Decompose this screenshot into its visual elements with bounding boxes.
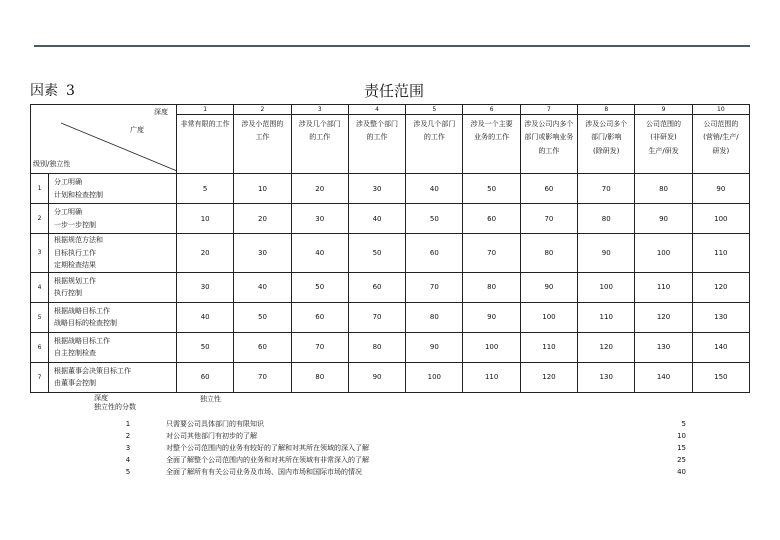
score-cell: 120 (520, 362, 577, 392)
score-cell: 60 (406, 234, 463, 273)
row-label-line: 根据战略目标工作 (54, 336, 110, 345)
score-cell: 50 (463, 174, 520, 204)
row-label-line: 由董事会控制 (54, 379, 96, 388)
score-cell: 120 (635, 302, 692, 332)
score-cell: 50 (234, 302, 291, 332)
column-header-line: 的工作 (538, 146, 560, 155)
column-header-line: 涉及整个部门 (356, 120, 399, 128)
row-label-cell (49, 332, 177, 362)
legend-index: 2 (125, 432, 131, 440)
column-header-line: 公司范围的 (703, 120, 739, 128)
score-cell: 110 (635, 272, 692, 302)
column-header-line: 涉及小范围的 (241, 120, 284, 128)
legend-row (90, 430, 690, 442)
table-row (31, 302, 750, 332)
score-cell: 30 (348, 174, 405, 204)
score-cell: 50 (406, 204, 463, 234)
score-cell: 40 (291, 234, 348, 273)
legend-text: 对公司其他部门有初步的了解 (166, 432, 257, 440)
score-cell: 100 (463, 332, 520, 362)
row-index-cell: 4 (31, 272, 49, 302)
corner-level-label: 级别/独立性 (33, 160, 71, 168)
column-number-cell: 6 (463, 105, 520, 115)
column-header-line: 的工作 (309, 133, 331, 142)
column-number-cell: 10 (692, 105, 749, 115)
score-cell: 100 (635, 234, 692, 273)
table-row (31, 272, 750, 302)
legend-depth-heading (94, 394, 136, 412)
score-cell: 80 (291, 362, 348, 392)
column-number-cell: 5 (406, 105, 463, 115)
column-header-cell (291, 115, 348, 174)
legend-text: 全面了解所有有关公司业务及市场、国内市场和国际市场的情况 (166, 468, 362, 476)
score-cell: 70 (463, 234, 520, 273)
column-header-line: 涉及一个主要 (470, 120, 513, 128)
row-label-line: 目标执行工作 (54, 248, 96, 257)
corner-header-cell (31, 105, 177, 174)
score-cell: 130 (635, 332, 692, 362)
score-cell: 140 (692, 332, 749, 362)
row-label-line: 战略目标的检查控制 (54, 319, 117, 328)
column-header-line: 工作 (255, 133, 270, 142)
factor-title (30, 80, 75, 100)
score-cell: 130 (578, 362, 635, 392)
score-cell: 110 (520, 332, 577, 362)
legend-index: 3 (125, 444, 131, 452)
score-cell: 10 (177, 204, 234, 234)
score-cell: 110 (692, 234, 749, 273)
column-header-line: 涉及公司内多个 (524, 120, 574, 128)
score-cell: 60 (291, 302, 348, 332)
legend-row (90, 418, 690, 430)
score-cell: 30 (177, 272, 234, 302)
score-cell: 80 (578, 204, 635, 234)
column-number-cell: 2 (234, 105, 291, 115)
legend-score: 10 (677, 432, 686, 440)
column-number-row (31, 105, 750, 115)
column-header-cell (406, 115, 463, 174)
score-cell: 10 (234, 174, 291, 204)
row-label-line: 分工明确 (54, 177, 82, 186)
legend-score: 40 (677, 468, 686, 476)
score-cell: 90 (635, 204, 692, 234)
score-cell: 130 (692, 302, 749, 332)
legend-row (90, 466, 690, 478)
column-header-line: 的工作 (366, 133, 388, 142)
column-header-cell (520, 115, 577, 174)
legend-score: 25 (677, 456, 686, 464)
score-cell: 40 (234, 272, 291, 302)
corner-breadth-label: 广度 (130, 126, 144, 134)
legend-text: 对整个公司范围内的业务有较好的了解和对其所在领域的深入了解 (166, 444, 369, 452)
column-header-cell (692, 115, 749, 174)
score-cell: 60 (520, 174, 577, 204)
column-number-cell: 3 (291, 105, 348, 115)
score-cell: 60 (463, 204, 520, 234)
column-header-line: (营销/生产/ (703, 133, 739, 142)
legend-row (90, 442, 690, 454)
row-label-cell (49, 272, 177, 302)
row-label-line: 执行控制 (54, 289, 82, 298)
legend-text: 只需要公司具体部门的有限知识 (166, 420, 264, 428)
row-label-line: 定期检查结果 (54, 261, 96, 270)
column-header-cell (177, 115, 234, 174)
score-cell: 5 (177, 174, 234, 204)
column-number-cell: 8 (578, 105, 635, 115)
score-cell: 90 (520, 272, 577, 302)
column-header-line: 非常有限的工作 (180, 120, 230, 128)
column-header-cell (635, 115, 692, 174)
score-cell: 20 (291, 174, 348, 204)
score-cell: 90 (406, 332, 463, 362)
column-header-cell (578, 115, 635, 174)
column-header-cell (463, 115, 520, 174)
score-cell: 80 (520, 234, 577, 273)
factor-label: 因素 (30, 83, 58, 99)
row-index-cell: 2 (31, 204, 49, 234)
score-cell: 100 (520, 302, 577, 332)
row-label-line: 计划和检查控制 (54, 190, 103, 199)
score-cell: 50 (348, 234, 405, 273)
legend-independence-heading: 独立性 (200, 395, 221, 403)
row-index-cell: 6 (31, 332, 49, 362)
column-header-line: 生产/研发 (648, 146, 679, 155)
column-number-cell: 1 (177, 105, 234, 115)
column-header-line: 涉及几个部门 (298, 120, 341, 128)
score-cell: 110 (578, 302, 635, 332)
page-title: 责任范围 (364, 82, 425, 100)
score-cell: 120 (578, 332, 635, 362)
legend-score-label: 独立性的分数 (94, 403, 136, 412)
score-cell: 90 (348, 362, 405, 392)
table-row (31, 362, 750, 392)
score-cell: 40 (406, 174, 463, 204)
column-header-line: 部门或影响业务 (524, 133, 574, 142)
column-header-line: 的工作 (423, 133, 445, 142)
column-header-cell (348, 115, 405, 174)
row-label-cell (49, 234, 177, 273)
column-header-line: 业务的工作 (474, 133, 510, 142)
column-number-cell: 4 (348, 105, 405, 115)
legend-index: 5 (125, 468, 131, 476)
score-cell: 70 (578, 174, 635, 204)
factor-number: 3 (66, 83, 75, 99)
legend-score: 5 (681, 420, 686, 428)
row-index-cell: 7 (31, 362, 49, 392)
row-label-line: 根据规范方法和 (54, 236, 103, 244)
legend-depth-label: 深度 (94, 394, 108, 402)
score-cell: 150 (692, 362, 749, 392)
legend-index: 1 (125, 420, 131, 428)
row-label-cell (49, 362, 177, 392)
score-cell: 120 (692, 272, 749, 302)
column-header-line: 涉及公司多个 (585, 120, 628, 128)
score-cell: 40 (177, 302, 234, 332)
score-cell: 100 (692, 204, 749, 234)
row-index-cell: 1 (31, 174, 49, 204)
column-header-line: 公司范围的 (646, 120, 682, 128)
score-cell: 70 (348, 302, 405, 332)
table-row (31, 204, 750, 234)
score-cell: 70 (520, 204, 577, 234)
legend-score: 15 (677, 444, 686, 452)
score-cell: 80 (635, 174, 692, 204)
score-cell: 30 (234, 234, 291, 273)
score-cell: 140 (635, 362, 692, 392)
row-label-line: 自主控制检查 (54, 349, 96, 358)
row-label-line: 根据董事会决策目标工作 (54, 366, 131, 375)
row-index-cell: 5 (31, 302, 49, 332)
row-label-line: 根据战略目标工作 (54, 306, 110, 315)
score-cell: 50 (177, 332, 234, 362)
corner-depth-label: 深度 (154, 108, 168, 116)
score-cell: 60 (348, 272, 405, 302)
row-label-cell (49, 302, 177, 332)
column-number-cell: 9 (635, 105, 692, 115)
table-row (31, 174, 750, 204)
score-cell: 90 (692, 174, 749, 204)
score-cell: 70 (234, 362, 291, 392)
row-label-cell (49, 204, 177, 234)
score-cell: 110 (463, 362, 520, 392)
legend-index: 4 (125, 456, 131, 464)
table-row (31, 332, 750, 362)
column-header-line: 研发) (712, 146, 730, 155)
score-cell: 90 (578, 234, 635, 273)
score-cell: 60 (177, 362, 234, 392)
row-label-line: 一步一步控制 (54, 220, 96, 229)
score-cell: 70 (291, 332, 348, 362)
top-divider-line (34, 45, 750, 47)
score-cell: 40 (348, 204, 405, 234)
score-cell: 50 (291, 272, 348, 302)
table-row (31, 234, 750, 273)
score-cell: 90 (463, 302, 520, 332)
legend-table (90, 418, 690, 478)
responsibility-matrix-table (30, 104, 750, 393)
score-cell: 70 (406, 272, 463, 302)
score-cell: 80 (463, 272, 520, 302)
score-cell: 80 (406, 302, 463, 332)
legend-text: 全面了解整个公司范围内的业务和对其所在领域有非常深入的了解 (166, 456, 369, 464)
row-label-line: 分工明确 (54, 207, 82, 216)
score-cell: 30 (291, 204, 348, 234)
column-header-line: (非研发) (650, 133, 677, 142)
legend-row (90, 454, 690, 466)
score-cell: 80 (348, 332, 405, 362)
score-cell: 100 (406, 362, 463, 392)
row-label-cell (49, 174, 177, 204)
score-cell: 60 (234, 332, 291, 362)
row-label-line: 根据规划工作 (54, 276, 96, 285)
score-cell: 20 (234, 204, 291, 234)
row-index-cell: 3 (31, 234, 49, 273)
column-header-cell (234, 115, 291, 174)
column-header-line: (除研发) (592, 146, 620, 155)
score-cell: 20 (177, 234, 234, 273)
column-number-cell: 7 (520, 105, 577, 115)
score-cell: 100 (578, 272, 635, 302)
column-header-line: 部门/影响 (591, 133, 622, 142)
column-header-line: 涉及几个部门 (413, 120, 456, 128)
